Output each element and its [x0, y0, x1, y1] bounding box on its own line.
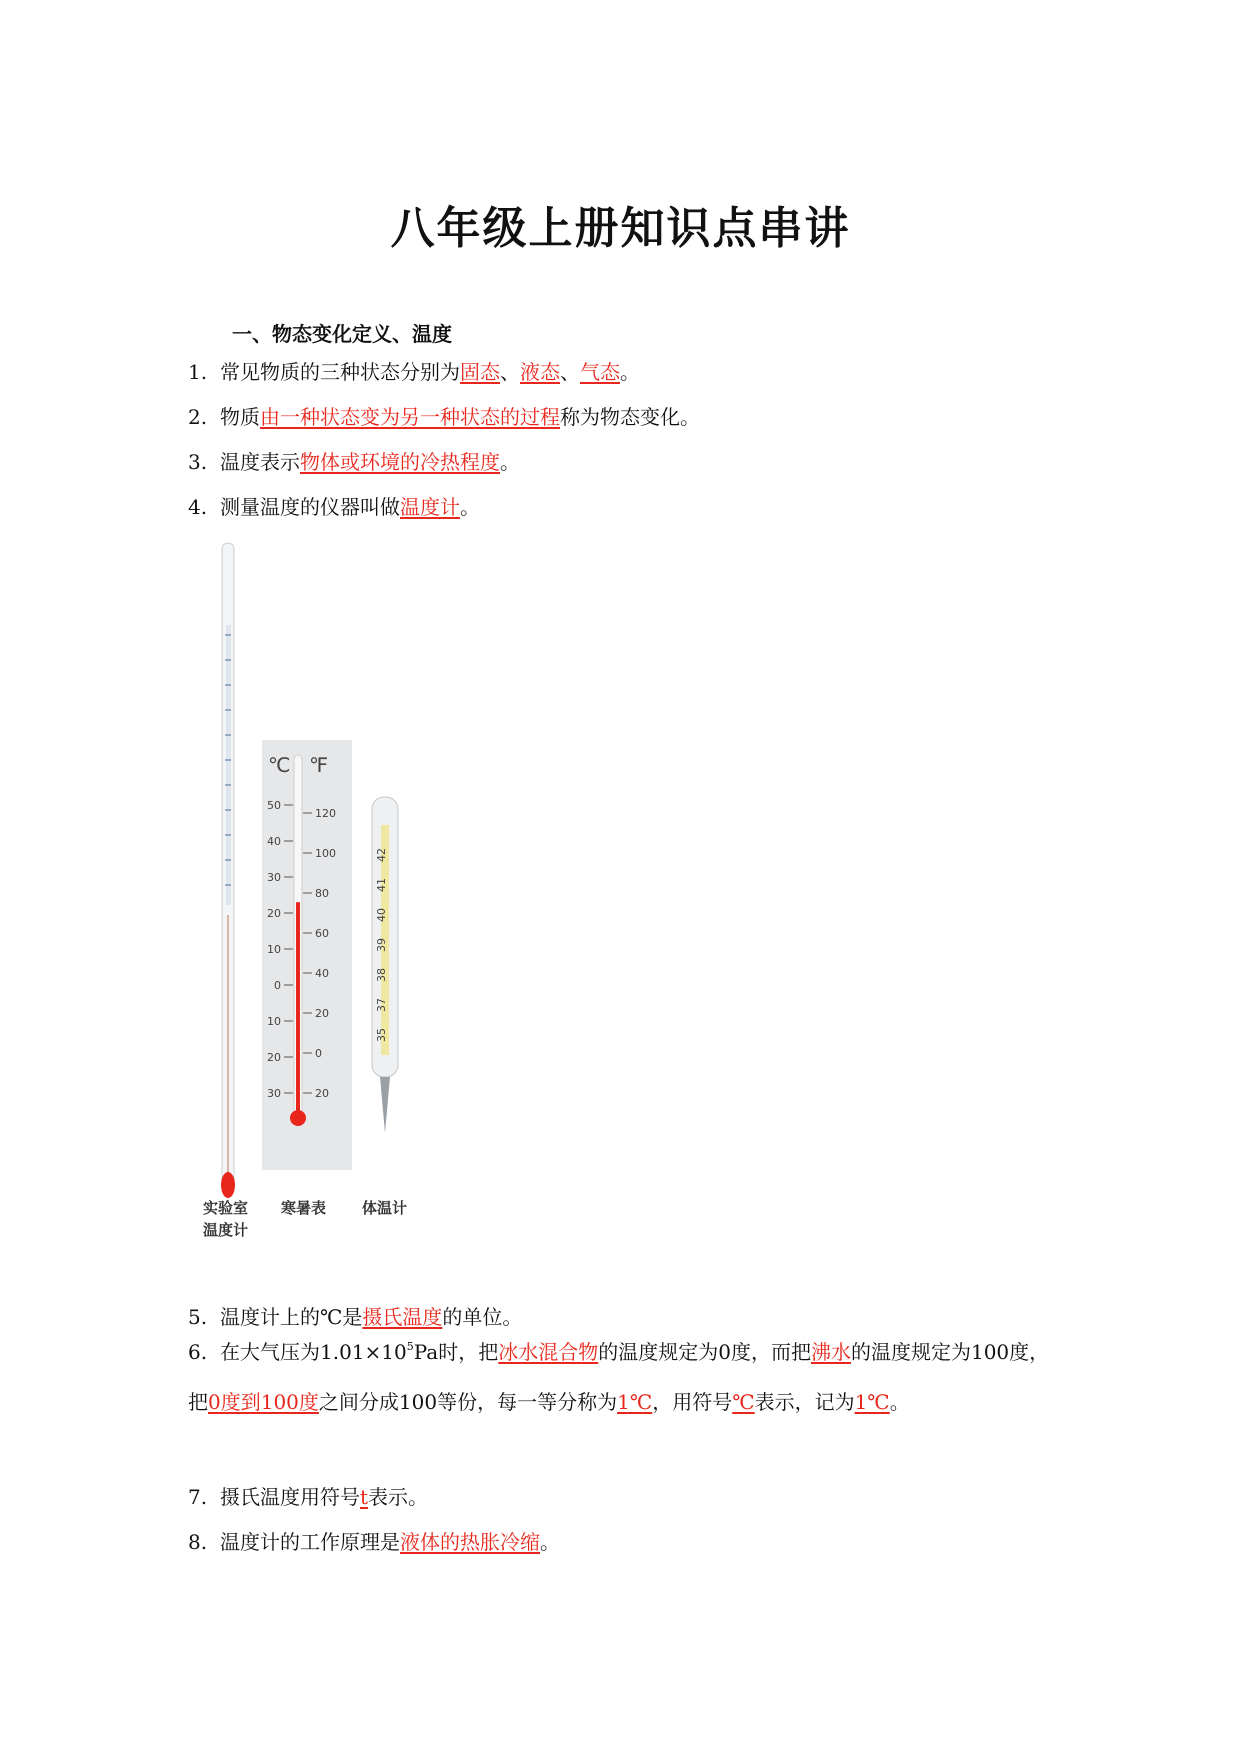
caption-clinical: 体温计: [362, 1199, 408, 1217]
celsius-scale-label: 20: [267, 907, 281, 920]
answer-blank: 由一种状态变为另一种状态的过程: [260, 405, 560, 429]
item-text: 。: [889, 1390, 910, 1414]
caption-lab-line2: 温度计: [203, 1221, 249, 1239]
item-text: 在大气压为1.01×10: [220, 1340, 407, 1364]
list-item: [188, 1485, 1068, 1509]
answer-blank: 物体或环境的冷热程度: [300, 450, 500, 474]
item-text: 物质: [220, 405, 260, 429]
celsius-scale-label: 10: [267, 1015, 281, 1028]
item-text: 。: [460, 495, 480, 519]
list-item: [188, 1530, 1068, 1554]
answer-blank: 摄氏温度: [362, 1305, 443, 1329]
answer-blank: 1℃: [617, 1390, 653, 1414]
fahrenheit-scale-label: 60: [315, 927, 329, 940]
answer-blank: t: [360, 1485, 369, 1509]
answer-blank: 沸水: [810, 1340, 851, 1364]
clinical-scale-label: 39: [375, 938, 388, 952]
item-text: 温度表示: [220, 450, 300, 474]
clinical-scale-label: 35: [375, 1028, 388, 1042]
clinical-scale-label: 40: [375, 908, 388, 922]
list-item: [188, 450, 1068, 474]
item-text: 、: [560, 360, 580, 384]
wall-liquid-column: [296, 902, 300, 1115]
clinical-scale-label: 42: [375, 848, 388, 862]
list-item: [188, 1327, 1063, 1427]
item-number: 1.: [188, 360, 208, 384]
item-number: 8.: [188, 1530, 208, 1554]
item-text: 、: [500, 360, 520, 384]
list-item: [188, 360, 1068, 384]
item-text: 的温度规定为0度，而把: [598, 1340, 811, 1364]
item-text: 温度计的工作原理是: [220, 1530, 400, 1554]
fahrenheit-scale-label: 120: [315, 807, 336, 820]
answer-blank: 气态: [580, 360, 620, 384]
celsius-scale-label: 30: [267, 1087, 281, 1100]
item-text: 的温度规定为100度，把: [188, 1340, 1050, 1414]
answer-blank: 液体的热胀冷缩: [400, 1530, 540, 1554]
answer-blank: 固态: [460, 360, 500, 384]
list-item: [188, 495, 1068, 519]
celsius-scale-label: 50: [267, 799, 281, 812]
answer-blank: 液态: [520, 360, 560, 384]
clinical-scale-label: 37: [375, 998, 388, 1012]
item-number: 7.: [188, 1485, 208, 1509]
answer-blank: ℃: [732, 1390, 755, 1414]
list-item: [188, 405, 1068, 429]
wall-thermometer: [262, 740, 352, 1170]
item-number: 2.: [188, 405, 208, 429]
fahrenheit-scale-label: 0: [315, 1047, 322, 1060]
fahrenheit-scale-label: 20: [315, 1087, 329, 1100]
section-heading: 一、物态变化定义、温度: [232, 322, 452, 346]
clinical-scale-label: 41: [375, 878, 388, 892]
fahrenheit-scale-label: 80: [315, 887, 329, 900]
fahrenheit-scale-label: 40: [315, 967, 329, 980]
lab-bulb: [221, 1172, 235, 1198]
item-number: 5.: [188, 1305, 208, 1329]
thermometers-figure: [185, 535, 445, 1255]
item-text: 测量温度的仪器叫做: [220, 495, 400, 519]
item-text: 表示，记为: [754, 1390, 855, 1414]
lab-thermometer: [221, 543, 235, 1198]
celsius-scale-label: 10: [267, 943, 281, 956]
item-text: 的单位。: [442, 1305, 523, 1329]
answer-blank: 温度计: [400, 495, 460, 519]
celsius-scale-label: 30: [267, 871, 281, 884]
exponent: 5: [406, 1340, 414, 1353]
item-text: 。: [540, 1530, 560, 1554]
celsius-scale-label: 0: [274, 979, 281, 992]
celsius-scale-label: 20: [267, 1051, 281, 1064]
item-text: 常见物质的三种状态分别为: [220, 360, 460, 384]
caption-wall: 寒暑表: [281, 1199, 327, 1217]
item-text: Pa时，把: [413, 1340, 499, 1364]
list-item: [188, 1305, 1068, 1329]
item-number: 3.: [188, 450, 208, 474]
item-text: 。: [500, 450, 520, 474]
item-text: 之间分成100等份，每一等分称为: [318, 1390, 618, 1414]
item-text: 表示。: [368, 1485, 429, 1509]
item-text: ，用符号: [652, 1390, 733, 1414]
answer-blank: 0度到100度: [208, 1390, 319, 1414]
item-number: 4.: [188, 495, 208, 519]
caption-lab-line1: 实验室: [203, 1199, 249, 1217]
fahrenheit-unit: ℉: [309, 753, 329, 777]
answer-blank: 冰水混合物: [498, 1340, 599, 1364]
fahrenheit-scale-label: 100: [315, 847, 336, 860]
item-text: 摄氏温度用符号: [220, 1485, 360, 1509]
item-text: 称为物态变化。: [560, 405, 700, 429]
item-number: 6.: [188, 1340, 208, 1364]
wall-bulb: [290, 1110, 306, 1126]
page-title: 八年级上册知识点串讲: [390, 203, 851, 254]
answer-blank: 1℃: [854, 1390, 890, 1414]
clinical-scale-label: 38: [375, 968, 388, 982]
clinical-thermometer: [372, 797, 398, 1133]
item-text: 温度计上的℃是: [220, 1305, 363, 1329]
celsius-unit: ℃: [268, 753, 291, 777]
fahrenheit-scale-label: 20: [315, 1007, 329, 1020]
item-text: 。: [620, 360, 640, 384]
celsius-scale-label: 40: [267, 835, 281, 848]
